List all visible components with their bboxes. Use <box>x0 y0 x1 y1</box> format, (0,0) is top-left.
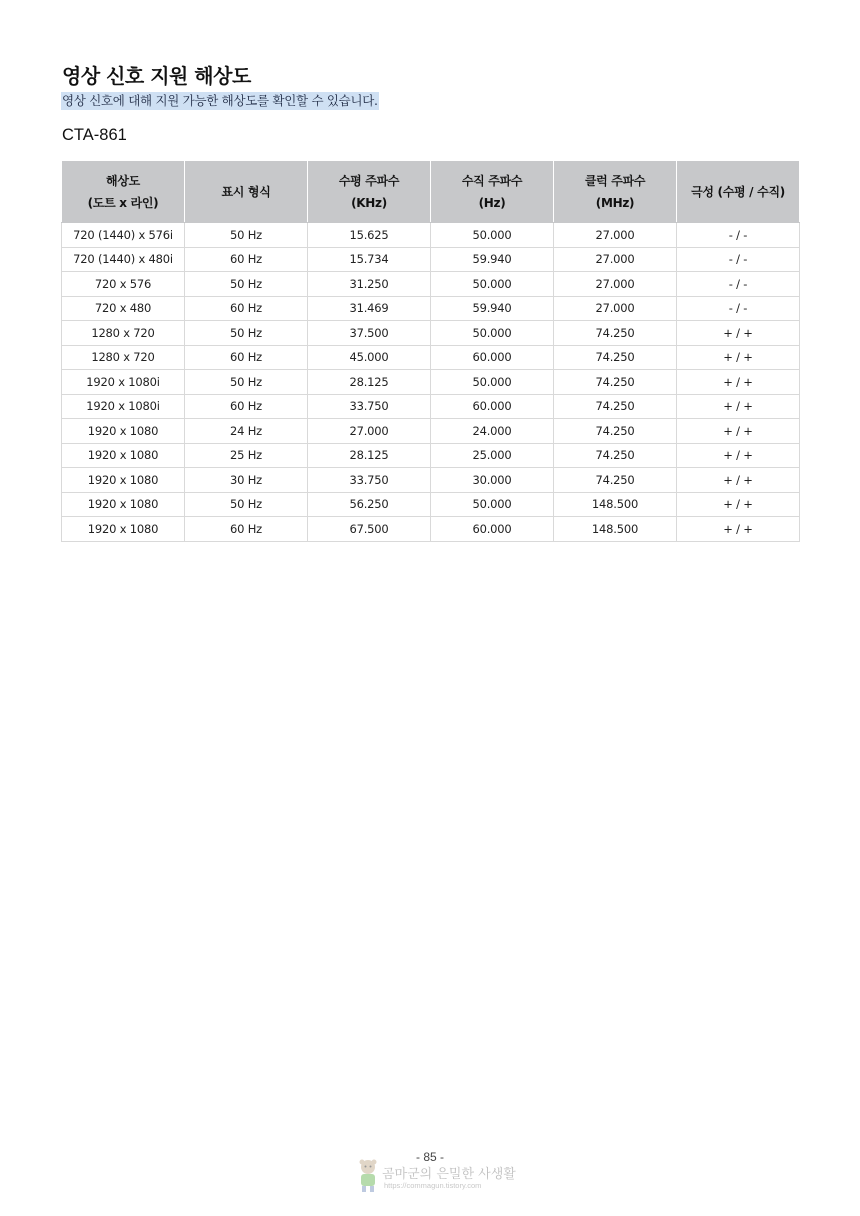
table-cell: 59.940 <box>431 296 554 321</box>
table-cell: + / + <box>677 443 800 468</box>
table-cell: 720 (1440) x 576i <box>62 223 185 248</box>
column-header <box>185 161 308 223</box>
column-header <box>431 161 554 223</box>
table-cell: 148.500 <box>554 492 677 517</box>
table-cell: + / + <box>677 321 800 346</box>
table-cell: 37.500 <box>308 321 431 346</box>
table-cell: 74.250 <box>554 394 677 419</box>
table-cell: 50.000 <box>431 492 554 517</box>
table-cell: + / + <box>677 370 800 395</box>
table-cell: 1920 x 1080i <box>62 370 185 395</box>
table-cell: 50 Hz <box>185 321 308 346</box>
table-cell: 28.125 <box>308 370 431 395</box>
table-cell: 31.250 <box>308 272 431 297</box>
page-subtitle: 영상 신호에 대해 지원 가능한 해상도를 확인할 수 있습니다. <box>62 93 378 108</box>
table-row <box>62 296 800 321</box>
table-row <box>62 321 800 346</box>
table-row <box>62 517 800 542</box>
table-cell: 1280 x 720 <box>62 345 185 370</box>
table-cell: 1280 x 720 <box>62 321 185 346</box>
table-cell: 27.000 <box>554 272 677 297</box>
table-row <box>62 272 800 297</box>
table-cell: 30 Hz <box>185 468 308 493</box>
table-cell: + / + <box>677 394 800 419</box>
table-cell: 45.000 <box>308 345 431 370</box>
table-cell: 33.750 <box>308 394 431 419</box>
table-row <box>62 370 800 395</box>
column-header-label: (MHz) <box>595 195 635 210</box>
table-cell: 1920 x 1080 <box>62 443 185 468</box>
table-cell: 60 Hz <box>185 345 308 370</box>
column-header-label: 수평 주파수 <box>338 173 400 188</box>
table-cell: 33.750 <box>308 468 431 493</box>
table-cell: + / + <box>677 345 800 370</box>
table-row <box>62 468 800 493</box>
column-header <box>677 161 800 223</box>
table-row <box>62 345 800 370</box>
resolution-table <box>61 160 800 542</box>
column-header-label: 해상도 <box>106 173 140 188</box>
table-cell: 25.000 <box>431 443 554 468</box>
table-cell: 720 (1440) x 480i <box>62 247 185 272</box>
table-row <box>62 394 800 419</box>
table-cell: 720 x 576 <box>62 272 185 297</box>
table-cell: 60 Hz <box>185 296 308 321</box>
table-body <box>62 223 800 542</box>
table-cell: 25 Hz <box>185 443 308 468</box>
page-number: - 85 - <box>415 1150 444 1164</box>
table-cell: 50 Hz <box>185 492 308 517</box>
table-cell: + / + <box>677 419 800 444</box>
table-cell: 30.000 <box>431 468 554 493</box>
column-header <box>308 161 431 223</box>
table-cell: 74.250 <box>554 468 677 493</box>
table-cell: 24 Hz <box>185 419 308 444</box>
table-cell: + / + <box>677 517 800 542</box>
column-header-label: 극성 (수평 / 수직) <box>691 184 785 199</box>
table-cell: + / + <box>677 492 800 517</box>
table-cell: 15.734 <box>308 247 431 272</box>
table-cell: 27.000 <box>308 419 431 444</box>
column-header <box>554 161 677 223</box>
table-cell: 60.000 <box>431 394 554 419</box>
table-cell: + / + <box>677 468 800 493</box>
table-row <box>62 443 800 468</box>
table-cell: 50.000 <box>431 321 554 346</box>
table-cell: 720 x 480 <box>62 296 185 321</box>
table-header-row <box>62 161 800 223</box>
table-cell: 27.000 <box>554 223 677 248</box>
table-cell: 148.500 <box>554 517 677 542</box>
table-cell: - / - <box>677 272 800 297</box>
page-title: 영상 신호 지원 해상도 <box>62 64 251 88</box>
table-row <box>62 247 800 272</box>
table-cell: 1920 x 1080 <box>62 468 185 493</box>
table-cell: 74.250 <box>554 370 677 395</box>
table-cell: 60 Hz <box>185 517 308 542</box>
watermark <box>356 1154 516 1196</box>
table-cell: 50 Hz <box>185 223 308 248</box>
table-cell: 67.500 <box>308 517 431 542</box>
table-cell: 15.625 <box>308 223 431 248</box>
table-cell: 50.000 <box>431 223 554 248</box>
table-cell: 27.000 <box>554 247 677 272</box>
table-cell: 50.000 <box>431 370 554 395</box>
table-cell: 1920 x 1080 <box>62 419 185 444</box>
table-cell: 1920 x 1080 <box>62 492 185 517</box>
table-cell: 60 Hz <box>185 247 308 272</box>
table-cell: - / - <box>677 247 800 272</box>
column-header-label: (Hz) <box>478 195 506 210</box>
column-header-label: 수직 주파수 <box>461 173 523 188</box>
table-cell: 56.250 <box>308 492 431 517</box>
column-header-label: 표시 형식 <box>221 184 271 199</box>
table-cell: - / - <box>677 296 800 321</box>
table-cell: 24.000 <box>431 419 554 444</box>
table-cell: - / - <box>677 223 800 248</box>
table-cell: 74.250 <box>554 443 677 468</box>
table-cell: 60 Hz <box>185 394 308 419</box>
table-row <box>62 223 800 248</box>
column-header-label: (도트 x 라인) <box>87 195 159 210</box>
table-cell: 60.000 <box>431 517 554 542</box>
watermark-text: 곰마군의 은밀한 사생활 <box>382 1167 516 1182</box>
table-cell: 60.000 <box>431 345 554 370</box>
table-cell: 74.250 <box>554 321 677 346</box>
table-cell: 50 Hz <box>185 370 308 395</box>
table-cell: 59.940 <box>431 247 554 272</box>
table-cell: 1920 x 1080i <box>62 394 185 419</box>
table-cell: 28.125 <box>308 443 431 468</box>
table-cell: 74.250 <box>554 419 677 444</box>
table-cell: 50 Hz <box>185 272 308 297</box>
watermark-url: https://commagun.tistory.com <box>384 1181 482 1190</box>
column-header-label: 클럭 주파수 <box>584 173 646 188</box>
bear-mascot-icon <box>356 1158 380 1194</box>
column-header <box>62 161 185 223</box>
table-cell: 1920 x 1080 <box>62 517 185 542</box>
table-row <box>62 419 800 444</box>
table-cell: 74.250 <box>554 345 677 370</box>
table-cell: 50.000 <box>431 272 554 297</box>
section-heading: CTA-861 <box>62 126 127 144</box>
table-row <box>62 492 800 517</box>
column-header-label: (KHz) <box>351 195 387 210</box>
table-cell: 31.469 <box>308 296 431 321</box>
table-cell: 27.000 <box>554 296 677 321</box>
